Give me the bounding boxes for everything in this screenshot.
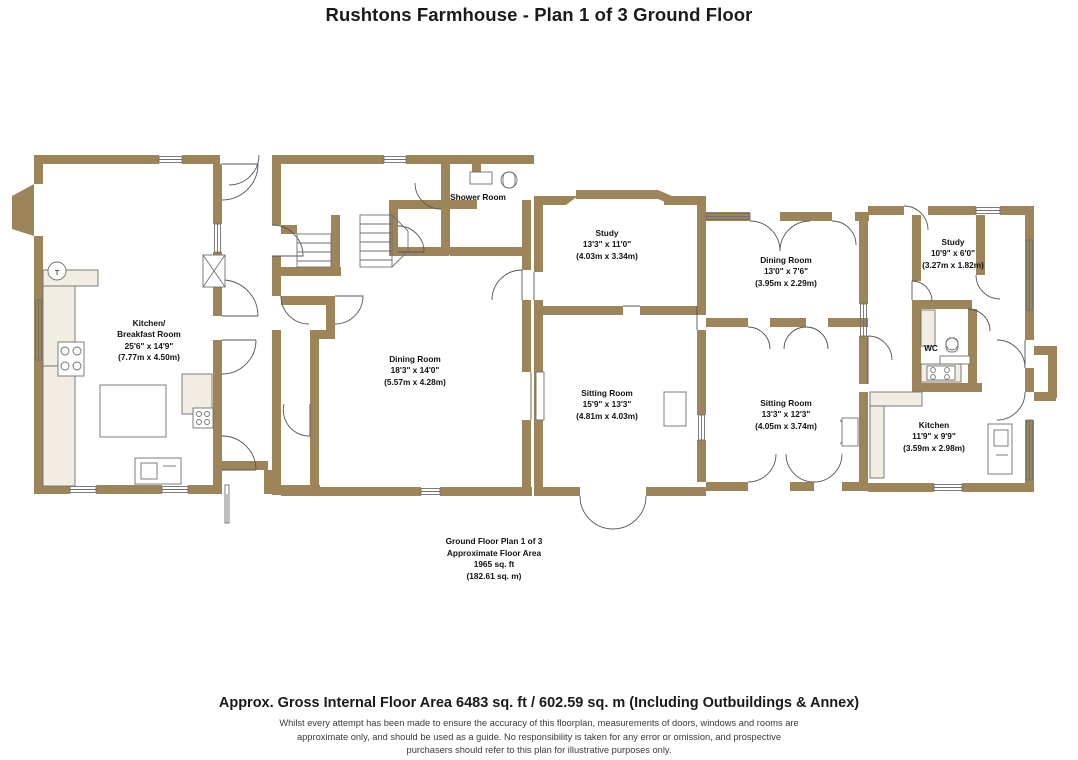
disclaimer-line-1: Whilst every attempt has been made to ensure the accuracy of this floorplan, measurements of doors, windows and rooms are [279, 718, 799, 728]
room-name: WC [924, 343, 938, 353]
disclaimer [0, 717, 1078, 758]
room-dimensions-metric: (3.59m x 2.98m) [903, 442, 965, 453]
room-dimensions-metric: (3.95m x 2.29m) [755, 277, 817, 288]
area-caption: Approximate Floor Area [446, 547, 542, 558]
room-dimensions-imperial: 18'3" x 14'0" [390, 365, 440, 376]
room-name: Sitting Room [760, 398, 812, 408]
room-label-study-center [576, 228, 638, 262]
floor-area-summary [446, 536, 543, 582]
room-dimensions-imperial: 10'9" x 6'0" [930, 248, 976, 259]
gross-internal-area: Approx. Gross Internal Floor Area 6483 sq. ft / 602.59 sq. m (Including Outbuildings & Annex) [218, 695, 860, 711]
room-dimensions-metric: (5.57m x 4.28m) [384, 376, 446, 387]
room-name: Kitchen/ [132, 318, 166, 328]
room-name: Study [595, 228, 619, 238]
room-dimensions-metric: (3.27m x 1.82m) [922, 259, 984, 270]
room-label-sitting-room-center [576, 388, 638, 422]
room-label-shower-room [450, 192, 506, 203]
room-name: Shower Room [450, 192, 506, 202]
room-name: Kitchen [918, 420, 950, 430]
room-name: Dining Room [389, 354, 441, 364]
room-dimensions-imperial: 13'0" x 7'6" [763, 266, 809, 277]
room-dimensions-metric: (4.05m x 3.74m) [755, 420, 817, 431]
tank-marker: T [54, 268, 60, 277]
room-name: Sitting Room [581, 388, 633, 398]
room-dimensions-imperial: 11'9" x 9'9" [912, 431, 956, 442]
room-dimensions-imperial: 13'3" x 11'0" [582, 239, 632, 250]
room-label-kitchen-right [903, 420, 965, 454]
room-label-dining-room-center [384, 354, 446, 388]
area-plan-name: Ground Floor Plan 1 of 3 [445, 536, 543, 546]
room-name: Dining Room [760, 255, 812, 265]
room-dimensions-metric: (4.03m x 3.34m) [576, 250, 638, 261]
room-label-kitchen-breakfast-room [117, 318, 181, 364]
room-dimensions-metric: (4.81m x 4.03m) [576, 410, 638, 421]
door-swings [222, 155, 1025, 529]
disclaimer-line-2: approximate only, and should be used as a guide. No responsibility is taken for any error or omission, and prospective [296, 731, 782, 742]
room-label-wc [924, 343, 938, 354]
area-sqft: 1965 sq. ft [473, 559, 515, 570]
room-dimensions-imperial: 25'6" x 14'9" [124, 340, 174, 351]
room-dimensions-imperial: 15'9" x 13'3" [582, 399, 632, 410]
room-label-dining-room-right [755, 255, 817, 289]
room-name-line2: Breakfast Room [117, 329, 181, 340]
room-dimensions-metric: (7.77m x 4.50m) [118, 352, 180, 363]
room-dimensions-imperial: 13'3" x 12'3" [761, 409, 811, 420]
room-label-study-right [922, 237, 984, 271]
disclaimer-line-3: purchasers should refer to this plan for illustrative purposes only. [406, 745, 672, 755]
page-title: Rushtons Farmhouse - Plan 1 of 3 Ground Floor [325, 4, 753, 25]
room-name: Study [941, 237, 965, 247]
room-label-sitting-room-right [755, 398, 817, 432]
area-sqm: (182.61 sq. m) [466, 570, 522, 581]
